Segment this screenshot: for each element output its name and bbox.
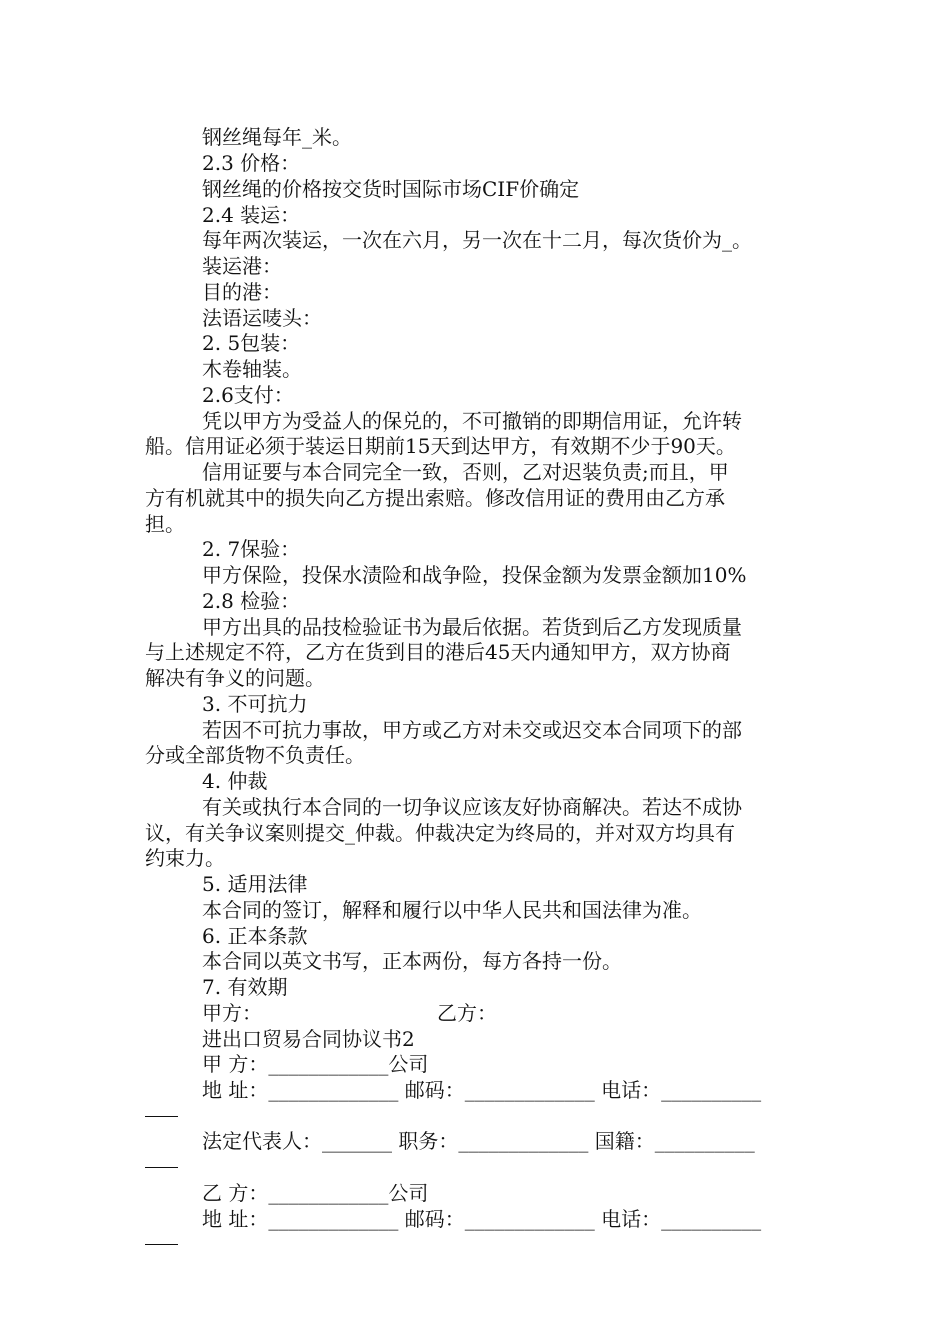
text-line: 约束力。 [145,846,225,870]
clause-heading: 2. 7保验： [202,537,301,561]
text-line: 船。信用证必须于装运日期前15天到达甲方，有效期不少于90天。 [145,434,736,458]
clause-heading: 2.6支付： [202,383,294,407]
representative-field: 法定代表人：_______ 职务：_____________ 国籍：__________ [202,1129,755,1153]
clause-heading: 2. 5包装： [202,331,301,355]
signature-party-a: 甲方： [202,1001,262,1025]
text-line: 与上述规定不符，乙方在货到目的港后45天内通知甲方，双方协商 [145,640,731,664]
party-b-field: 乙 方：____________公司 [202,1181,429,1205]
clause-heading: 3. 不可抗力 [202,692,308,716]
text-line: 议，有关争议案则提交_仲裁。仲裁决定为终局的，并对双方均具有 [145,821,735,845]
text-line: 本合同以英文书写，正本两份，每方各持一份。 [202,949,622,973]
party-a-field: 甲 方：____________公司 [202,1052,429,1076]
text-line: 若因不可抗力事故，甲方或乙方对未交或迟交本合同项下的部 [202,718,742,742]
text-line: 分或全部货物不负责任。 [145,743,365,767]
clause-heading: 6. 正本条款 [202,924,308,948]
text-line: 甲方出具的品技检验证书为最后依据。若货到后乙方发现质量 [202,615,742,639]
signature-party-b: 乙方： [437,1001,497,1025]
underline-continuation [145,1116,178,1117]
text-line: 甲方保险，投保水渍险和战争险，投保金额为发票金额加10% [202,563,747,587]
address-a-field: 地 址：_____________ 邮码：_____________ 电话：__________ [202,1078,762,1102]
text-line: 本合同的签订，解释和履行以中华人民共和国法律为准。 [202,898,702,922]
text-line: 解决有争义的问题。 [145,666,325,690]
address-b-field: 地 址：_____________ 邮码：_____________ 电话：__________ [202,1207,762,1231]
text-line: 木卷轴装。 [202,357,302,381]
clause-heading: 7. 有效期 [202,975,288,999]
text-line: 钢丝绳的价格按交货时国际市场CIF价确定 [202,177,580,201]
clause-heading: 2.8 检验： [202,589,301,613]
text-line: 每年两次装运，一次在六月，另一次在十二月，每次货价为_。 [202,228,752,252]
text-line: 法语运唛头： [202,306,322,330]
text-line: 担。 [145,512,185,536]
underline-continuation [145,1167,178,1168]
text-line: 钢丝绳每年_米。 [202,125,352,149]
underline-continuation [145,1244,178,1245]
text-line: 信用证要与本合同完全一致，否则，乙对迟装负责;而且，甲 [202,460,729,484]
clause-heading: 5. 适用法律 [202,872,308,896]
text-line: 装运港： [202,254,282,278]
text-line: 方有机就其中的损失向乙方提出索赔。修改信用证的费用由乙方承 [145,486,725,510]
text-line: 凭以甲方为受益人的保兑的，不可撤销的即期信用证，允许转 [202,409,742,433]
text-line: 有关或执行本合同的一切争议应该友好协商解决。若达不成协 [202,795,742,819]
text-line: 目的港： [202,280,282,304]
clause-heading: 2.4 装运： [202,203,301,227]
form-title: 进出口贸易合同协议书2 [202,1027,415,1051]
clause-heading: 4. 仲裁 [202,769,268,793]
clause-heading: 2.3 价格： [202,151,301,175]
